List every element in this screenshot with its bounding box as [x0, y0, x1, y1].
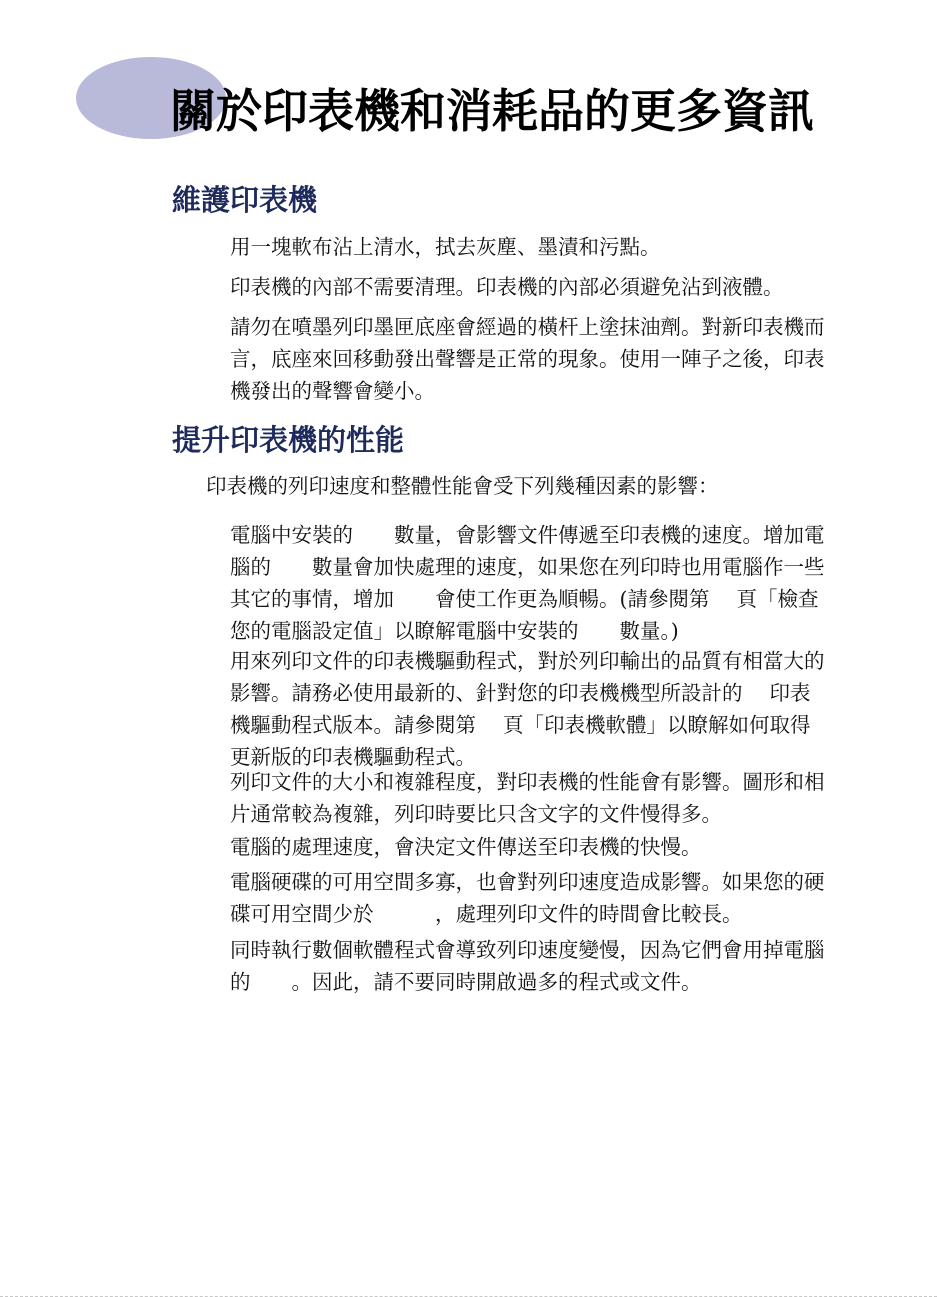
text-line: 電腦中安裝的 數量，會影響文件傳遞至印表機的速度。增加電 [230, 523, 825, 547]
text-line: 用來列印文件的印表機驅動程式，對於列印輸出的品質有相當大的 [230, 649, 825, 673]
performance-paragraph [230, 831, 880, 863]
text-line: 言，底座來回移動發出聲響是正常的現象。使用一陣子之後，印表 [230, 347, 825, 371]
text-line: 電腦的處理速度，會決定文件傳送至印表機的快慢。 [230, 835, 702, 859]
page-title: 關於印表機和消耗品的更多資訊 [170, 84, 814, 138]
text-line: 電腦硬碟的可用空間多寡，也會對列印速度造成影響。如果您的硬 [230, 870, 825, 894]
text-line: 的 。因此，請不要同時開啟過多的程式或文件。 [230, 970, 702, 994]
text-line: 列印文件的大小和複雜程度，對印表機的性能會有影響。圖形和相 [230, 770, 825, 794]
text-line: 機發出的聲響會變小。 [230, 379, 435, 403]
performance-paragraph [230, 934, 880, 998]
section-heading-improve-performance: 提升印表機的性能 [172, 423, 405, 457]
text-line: 更新版的印表機驅動程式。 [230, 745, 476, 769]
text-line: 機驅動程式版本。請參閱第 頁「印表機軟體」以瞭解如何取得 [230, 713, 811, 737]
text-line: 片通常較為複雜，列印時要比只含文字的文件慢得多。 [230, 802, 722, 826]
maintenance-paragraph [230, 231, 880, 263]
text-line: 用一塊軟布沾上清水，拭去灰塵、墨漬和污點。 [230, 235, 661, 259]
performance-paragraph [230, 645, 880, 773]
performance-intro: 印表機的列印速度和整體性能會受下列幾種因素的影響： [206, 474, 719, 498]
text-line: 您的電腦設定值」以瞭解電腦中安裝的 數量。) [230, 619, 679, 643]
section-heading-maintain-printer: 維護印表機 [172, 183, 318, 217]
text-line: 請勿在噴墨列印墨匣底座會經過的橫杆上塗抹油劑。對新印表機而 [230, 315, 825, 339]
text-line: 腦的 數量會加快處理的速度，如果您在列印時也用電腦作一些 [230, 555, 825, 579]
text-line: 影響。請務必使用最新的、針對您的印表機機型所設計的 印表 [230, 681, 811, 705]
performance-paragraph [230, 866, 880, 930]
performance-paragraph [230, 519, 880, 647]
maintenance-paragraph [230, 311, 880, 407]
text-line: 同時執行數個軟體程式會導致列印速度變慢，因為它們會用掉電腦 [230, 938, 825, 962]
maintenance-paragraph [230, 271, 880, 303]
text-line: 印表機的內部不需要清理。印表機的內部必須避免沾到液體。 [230, 275, 784, 299]
text-line: 碟可用空間少於 ，處理列印文件的時間會比較長。 [230, 902, 743, 926]
performance-paragraph [230, 766, 880, 830]
text-line: 其它的事情，增加 會使工作更為順暢。(請參閱第 頁「檢查 [230, 587, 819, 611]
